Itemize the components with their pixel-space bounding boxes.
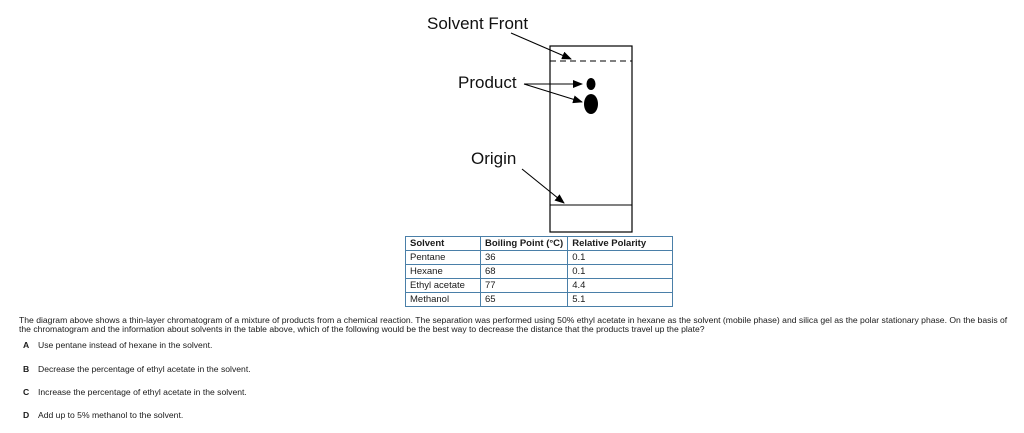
table-header-relative-polarity: Relative Polarity	[568, 237, 673, 251]
table-cell: 68	[481, 265, 568, 279]
table-row	[406, 251, 673, 265]
option-text: Add up to 5% methanol to the solvent.	[38, 410, 184, 420]
option-letter: D	[23, 410, 30, 420]
table-row	[406, 265, 673, 279]
origin-label: Origin	[471, 149, 517, 168]
table-cell: 0.1	[568, 265, 673, 279]
solvent-table	[405, 236, 673, 307]
option-letter: A	[23, 340, 30, 350]
option-letter: B	[23, 364, 30, 374]
option-text: Increase the percentage of ethyl acetate in the solvent.	[38, 387, 247, 397]
product-spot-upper	[587, 78, 596, 90]
table-row	[406, 293, 673, 307]
option-text: Decrease the percentage of ethyl acetate in the solvent.	[38, 364, 251, 374]
table-cell: Pentane	[406, 251, 481, 265]
question-text: The diagram above shows a thin-layer chromatogram of a mixture of products from a chemical reaction. The separation was performed using 50% ethyl acetate in hexane as the solvent (mobile phase) and silica gel as the polar stationary phase. On the basis of the chromatogram and the information about solvents in the table above, which of the following would be the best way to decrease the distance that the products travel up the plate?	[19, 315, 1008, 334]
option-text: Use pentane instead of hexane in the solvent.	[38, 340, 213, 350]
answer-option-a[interactable]	[23, 340, 212, 350]
table-cell: 36	[481, 251, 568, 265]
answer-option-b[interactable]	[23, 364, 251, 374]
table-row	[406, 279, 673, 293]
answer-option-c[interactable]	[23, 387, 247, 397]
table-cell: 77	[481, 279, 568, 293]
table-cell: 65	[481, 293, 568, 307]
table-header-row	[406, 237, 673, 251]
table-cell: Methanol	[406, 293, 481, 307]
table-cell: Ethyl acetate	[406, 279, 481, 293]
table-cell: 4.4	[568, 279, 673, 293]
table-cell: 5.1	[568, 293, 673, 307]
solvent-front-label: Solvent Front	[427, 14, 529, 33]
answer-option-d[interactable]	[23, 410, 183, 420]
option-letter: C	[23, 387, 30, 397]
product-spot-lower	[584, 94, 598, 114]
table-header-boiling-point: Boiling Point (°C)	[481, 237, 568, 251]
table-cell: 0.1	[568, 251, 673, 265]
tlc-plate	[550, 46, 632, 232]
table-cell: Hexane	[406, 265, 481, 279]
product-label: Product	[458, 73, 517, 92]
table-header-solvent: Solvent	[406, 237, 481, 251]
